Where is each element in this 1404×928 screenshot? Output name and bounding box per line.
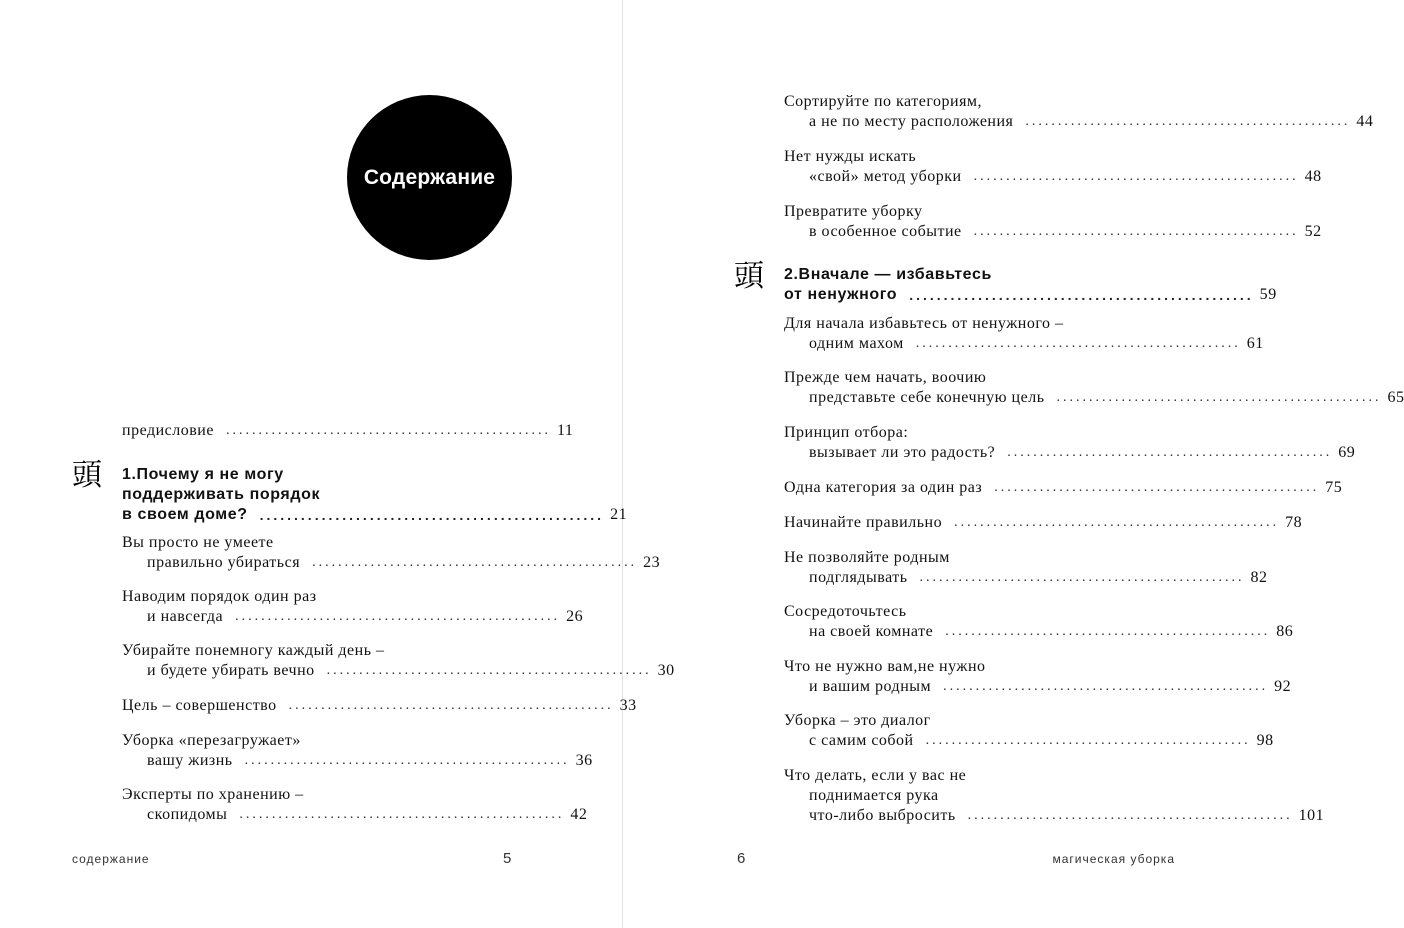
toc-entry-label: что-либо выбросить bbox=[809, 807, 956, 824]
toc-page-number: 78 bbox=[1285, 514, 1303, 531]
toc-page-number: 101 bbox=[1298, 807, 1325, 824]
toc-entry-label: Начинайте правильно bbox=[784, 514, 943, 531]
toc-entry[interactable] bbox=[122, 533, 661, 573]
leader-dots: .................................................. bbox=[1056, 390, 1382, 405]
left-page bbox=[0, 0, 675, 928]
leader-dots: .................................................. bbox=[925, 733, 1251, 748]
chapter-title-line: поддерживать порядок bbox=[122, 486, 321, 503]
leader-dots: .................................................. bbox=[288, 698, 614, 713]
leader-dots: .................................................. bbox=[954, 515, 1280, 530]
toc-entry-label: одним махом bbox=[809, 335, 904, 352]
toc-entry[interactable] bbox=[784, 368, 1404, 408]
toc-entry-label: Наводим порядок один раз bbox=[122, 588, 317, 605]
toc-entry-label: вызывает ли это радость? bbox=[809, 444, 996, 461]
toc-page-number: 59 bbox=[1259, 286, 1277, 303]
toc-entry-label: и вашим родным bbox=[809, 678, 932, 695]
toc-entry-label: Сортируйте по категориям, bbox=[784, 93, 983, 110]
leader-dots: .................................................. bbox=[943, 679, 1269, 694]
toc-entry[interactable] bbox=[784, 202, 1322, 242]
toc-page-number: 92 bbox=[1274, 678, 1292, 695]
toc-entry-label: Что не нужно вам,не нужно bbox=[784, 658, 986, 675]
toc-entry[interactable] bbox=[122, 587, 584, 627]
leader-dots: .................................................. bbox=[225, 423, 551, 438]
leader-dots: .................................................. bbox=[244, 753, 570, 768]
toc-page-number: 30 bbox=[657, 662, 675, 679]
leader-dots: .................................................. bbox=[919, 570, 1245, 585]
toc-entry[interactable] bbox=[784, 766, 1325, 826]
leader-dots: .................................................. bbox=[259, 507, 605, 523]
toc-entry-label: Не позволяйте родным bbox=[784, 549, 950, 566]
right-page bbox=[623, 0, 1404, 928]
chapter-title-line: от ненужного bbox=[784, 286, 898, 303]
leader-dots: .................................................. bbox=[973, 224, 1299, 239]
toc-entry-label: вашу жизнь bbox=[147, 752, 233, 769]
toc-entry-label: и будете убирать вечно bbox=[147, 662, 315, 679]
toc-entry-preface[interactable] bbox=[122, 421, 574, 441]
toc-entry-label: скопидомы bbox=[147, 806, 228, 823]
toc-page-number: 86 bbox=[1276, 623, 1294, 640]
toc-page-number: 48 bbox=[1304, 168, 1322, 185]
toc-entry-label: Нет нужды искать bbox=[784, 148, 917, 165]
chapter-title-line: 2.Вначале — избавьтесь bbox=[784, 266, 992, 283]
toc-entry-label: поднимается рука bbox=[809, 787, 939, 804]
toc-page-number: 33 bbox=[619, 697, 637, 714]
toc-page-number: 69 bbox=[1338, 444, 1356, 461]
toc-page-number: 36 bbox=[575, 752, 593, 769]
toc-page-number: 21 bbox=[610, 506, 628, 523]
toc-entry-label: с самим собой bbox=[809, 732, 914, 749]
toc-entry-label: Вы просто не умеете bbox=[122, 534, 274, 551]
toc-chapter-2[interactable] bbox=[784, 265, 1277, 305]
toc-entry[interactable] bbox=[784, 423, 1356, 463]
leader-dots: .................................................. bbox=[945, 624, 1271, 639]
chapter-kanji-icon: 頭 bbox=[72, 458, 102, 493]
toc-entry[interactable] bbox=[784, 314, 1264, 354]
leader-dots: .................................................. bbox=[1025, 114, 1351, 129]
page-number: 5 bbox=[503, 850, 512, 867]
chapter-title-line: 1.Почему я не могу bbox=[122, 466, 284, 483]
running-footer: магическая уборка bbox=[1052, 852, 1175, 866]
toc-entry-label: Прежде чем начать, воочию bbox=[784, 369, 987, 386]
toc-entry[interactable] bbox=[122, 785, 588, 825]
toc-entry[interactable] bbox=[784, 657, 1292, 697]
toc-page-number: 82 bbox=[1250, 569, 1268, 586]
toc-entry-label: предисловие bbox=[122, 422, 214, 439]
toc-entry-label: на своей комнате bbox=[809, 623, 934, 640]
toc-page-number: 23 bbox=[643, 554, 661, 571]
leader-dots: .................................................. bbox=[994, 480, 1320, 495]
toc-entry-label: Одна категория за один раз bbox=[784, 479, 983, 496]
toc-entry[interactable] bbox=[122, 641, 675, 681]
toc-page-number: 75 bbox=[1325, 479, 1343, 496]
leader-dots: .................................................. bbox=[312, 555, 638, 570]
chapter-title-line: в своем доме? bbox=[122, 506, 248, 523]
leader-dots: .................................................. bbox=[973, 169, 1299, 184]
toc-entry-label: Убирайте понемногу каждый день – bbox=[122, 642, 385, 659]
leader-dots: .................................................. bbox=[239, 807, 565, 822]
toc-page-number: 42 bbox=[570, 806, 588, 823]
toc-entry-label: Сосредоточьтесь bbox=[784, 603, 907, 620]
toc-entry-label: Уборка – это диалог bbox=[784, 712, 931, 729]
toc-entry-label: Уборка «перезагружает» bbox=[122, 732, 301, 749]
toc-entry-label: и навсегда bbox=[147, 608, 224, 625]
toc-page-number: 61 bbox=[1246, 335, 1264, 352]
leader-dots: .................................................. bbox=[235, 609, 561, 624]
toc-entry-label: представьте себе конечную цель bbox=[809, 389, 1045, 406]
contents-title-circle bbox=[347, 95, 512, 260]
toc-entry[interactable] bbox=[122, 731, 593, 771]
toc-entry-label: в особенное событие bbox=[809, 223, 962, 240]
toc-page-number: 26 bbox=[566, 608, 584, 625]
toc-entry[interactable] bbox=[784, 92, 1374, 132]
toc-entry[interactable] bbox=[784, 548, 1268, 588]
toc-entry-label: правильно убираться bbox=[147, 554, 301, 571]
page-number: 6 bbox=[737, 850, 746, 867]
running-footer: содержание bbox=[72, 852, 150, 866]
toc-entry[interactable] bbox=[784, 147, 1322, 187]
toc-page-number: 65 bbox=[1387, 389, 1404, 406]
leader-dots: .................................................. bbox=[967, 808, 1293, 823]
leader-dots: .................................................. bbox=[915, 336, 1241, 351]
toc-entry-label: Превратите уборку bbox=[784, 203, 923, 220]
toc-entry-label: Для начала избавьтесь от ненужного – bbox=[784, 315, 1064, 332]
toc-entry[interactable] bbox=[784, 513, 1303, 533]
toc-entry-label: Эксперты по хранению – bbox=[122, 786, 304, 803]
toc-entry-label: подглядывать bbox=[809, 569, 908, 586]
toc-entry-label: а не по месту расположения bbox=[809, 113, 1014, 130]
toc-entry-label: Цель – совершенство bbox=[122, 697, 277, 714]
toc-entry-label: Что делать, если у вас не bbox=[784, 767, 967, 784]
toc-entry-label: «свой» метод уборки bbox=[809, 168, 962, 185]
toc-entry-label: Принцип отбора: bbox=[784, 424, 909, 441]
toc-entry[interactable] bbox=[784, 711, 1274, 751]
page-title: Содержание bbox=[363, 165, 496, 189]
toc-page-number: 11 bbox=[556, 422, 574, 439]
leader-dots: .................................................. bbox=[1007, 445, 1333, 460]
toc-entry[interactable] bbox=[122, 696, 637, 716]
leader-dots: .................................................. bbox=[909, 287, 1254, 303]
chapter-kanji-icon: 頭 bbox=[734, 259, 764, 294]
toc-page-number: 44 bbox=[1356, 113, 1374, 130]
toc-page-number: 98 bbox=[1256, 732, 1274, 749]
toc-page-number: 52 bbox=[1304, 223, 1322, 240]
toc-chapter-1[interactable] bbox=[122, 465, 628, 525]
leader-dots: .................................................. bbox=[326, 663, 652, 678]
toc-entry[interactable] bbox=[784, 478, 1343, 498]
toc-entry[interactable] bbox=[784, 602, 1294, 642]
